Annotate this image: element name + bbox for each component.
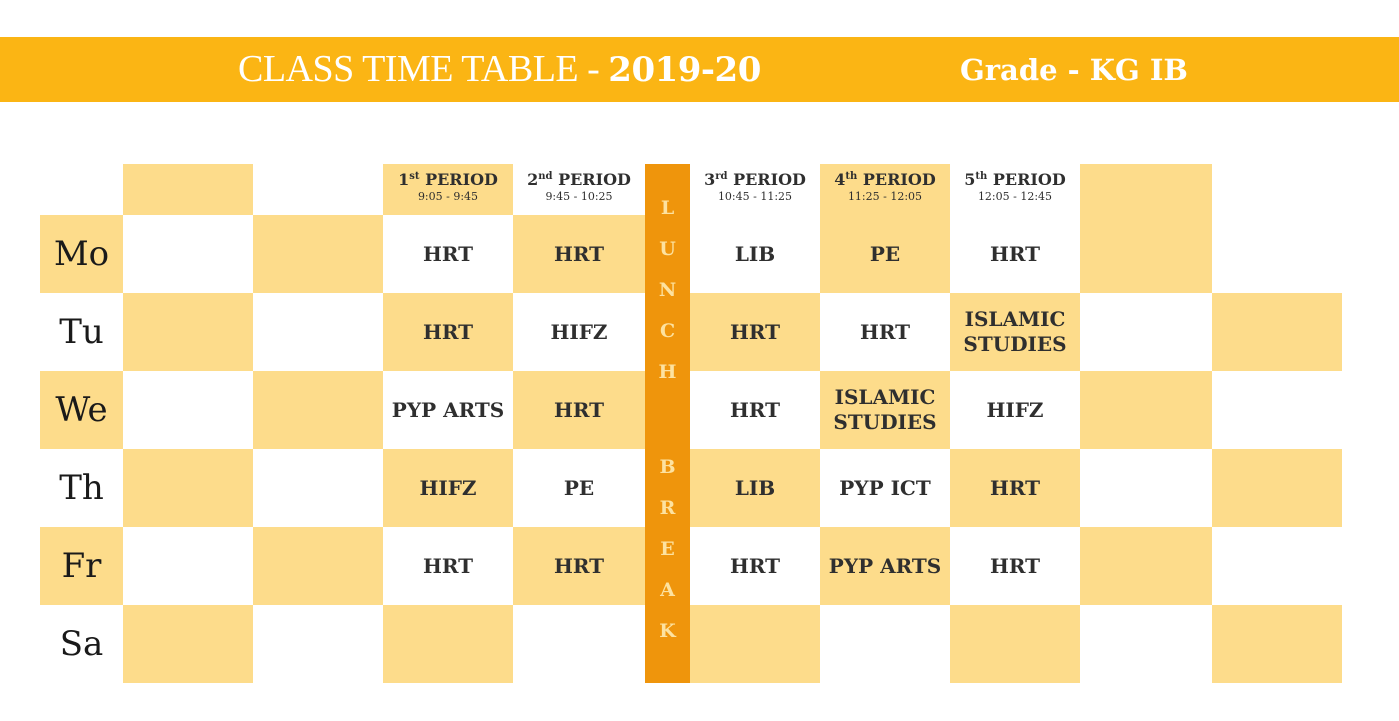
subject-cell: PYP ARTS	[391, 397, 505, 422]
day-label: Sa	[59, 624, 104, 664]
period-time: 11:25 - 12:05	[847, 190, 923, 203]
subject-cell: HRT	[422, 553, 474, 578]
period-time: 9:05 - 9:45	[417, 190, 479, 203]
day-label: Fr	[40, 527, 123, 605]
lunch-letter: E	[660, 538, 675, 560]
empty-cell	[123, 371, 253, 449]
subject-cell: HRT	[383, 293, 513, 371]
day-label: We	[40, 371, 123, 449]
subject-cell: HIFZ	[383, 449, 513, 527]
period-header	[383, 164, 513, 215]
period-label	[950, 164, 1080, 190]
page-title	[238, 49, 761, 90]
period-word: PERIOD	[552, 170, 631, 189]
year-text: 2019-20	[608, 50, 761, 90]
subject-cell	[820, 605, 950, 683]
empty-cell	[1212, 215, 1342, 293]
period-time: 10:45 - 11:25	[717, 190, 793, 203]
day-label: Mo	[40, 215, 123, 293]
empty-cell	[123, 215, 253, 293]
empty-cell	[1080, 605, 1212, 683]
empty-cell	[1080, 293, 1212, 371]
day-label: Th	[59, 468, 104, 508]
subject-cell: HRT	[989, 553, 1041, 578]
lunch-word	[645, 188, 690, 393]
period-word: PERIOD	[727, 170, 806, 189]
period-time: 9:45 - 10:25	[545, 190, 613, 203]
period-label	[820, 164, 950, 190]
empty-cell	[253, 527, 383, 605]
period-header	[820, 164, 950, 215]
lunch-letter: B	[659, 456, 676, 478]
subject-cell	[690, 605, 820, 683]
empty-cell	[1080, 371, 1212, 449]
empty-cell	[1080, 527, 1212, 605]
period-label	[690, 164, 820, 190]
subject-cell	[513, 605, 645, 683]
break-word	[645, 447, 690, 652]
empty-cell	[123, 527, 253, 605]
empty-cell	[253, 605, 383, 683]
lunch-break-column	[645, 164, 690, 683]
empty-cell	[253, 215, 383, 293]
empty-cell	[123, 293, 253, 371]
grade-label: Grade - KG IB	[960, 53, 1188, 87]
empty-cell	[1080, 215, 1212, 293]
period-suffix: rd	[715, 171, 728, 182]
period-word: PERIOD	[857, 170, 936, 189]
period-header	[950, 164, 1080, 215]
subject-cell: LIB	[690, 449, 820, 527]
period-number: 4	[834, 170, 846, 189]
subject-cell: ISLAMIC STUDIES	[820, 371, 950, 449]
empty-cell	[1080, 449, 1212, 527]
lunch-letter: C	[659, 320, 676, 342]
subject-cell: HIFZ	[986, 397, 1044, 422]
period-number: 2	[527, 170, 539, 189]
period-number: 1	[398, 170, 410, 189]
lunch-letter: L	[660, 197, 675, 219]
subject-cell: PE	[820, 215, 950, 293]
subject-cell: HRT	[729, 553, 781, 578]
empty-cell	[1212, 449, 1342, 527]
subject-cell: ISLAMIC STUDIES	[950, 293, 1080, 371]
empty-cell	[123, 605, 253, 683]
period-word: PERIOD	[419, 170, 498, 189]
subject-cell: HRT	[950, 449, 1080, 527]
title-banner	[0, 37, 1399, 102]
period-suffix: nd	[538, 171, 553, 182]
empty-cell	[1212, 527, 1342, 605]
empty-cell	[1212, 605, 1342, 683]
title-text: CLASS TIME TABLE -	[238, 48, 609, 90]
period-word: PERIOD	[987, 170, 1066, 189]
subject-cell: HRT	[729, 397, 781, 422]
period-number: 5	[964, 170, 976, 189]
subject-cell: HRT	[690, 293, 820, 371]
header-cell	[123, 164, 253, 215]
header-cell	[1080, 164, 1212, 215]
period-label	[383, 164, 513, 190]
lunch-letter: H	[658, 361, 677, 383]
period-number: 3	[704, 170, 716, 189]
period-suffix: th	[845, 171, 858, 182]
subject-cell: HIFZ	[550, 319, 608, 344]
period-time: 12:05 - 12:45	[977, 190, 1053, 203]
subject-cell: HRT	[513, 371, 645, 449]
subject-cell: HRT	[422, 241, 474, 266]
period-suffix: st	[409, 171, 420, 182]
period-header	[513, 164, 645, 215]
subject-cell	[383, 605, 513, 683]
empty-cell	[123, 449, 253, 527]
period-suffix: th	[975, 171, 988, 182]
empty-cell	[253, 293, 383, 371]
subject-cell: HRT	[989, 241, 1041, 266]
subject-cell: PE	[563, 475, 595, 500]
subject-cell: HRT	[513, 215, 645, 293]
empty-cell	[1212, 371, 1342, 449]
subject-cell: LIB	[734, 241, 776, 266]
period-header	[690, 164, 820, 215]
empty-cell	[1212, 293, 1342, 371]
lunch-letter: K	[659, 620, 676, 642]
subject-cell	[950, 605, 1080, 683]
day-label: Tu	[59, 312, 104, 352]
subject-cell: PYP ICT	[839, 475, 931, 500]
subject-cell: PYP ARTS	[820, 527, 950, 605]
lunch-letter: A	[660, 579, 675, 601]
empty-cell	[253, 449, 383, 527]
subject-cell: HRT	[859, 319, 911, 344]
period-label	[513, 164, 645, 190]
lunch-letter: R	[659, 497, 676, 519]
subject-cell: HRT	[513, 527, 645, 605]
empty-cell	[253, 371, 383, 449]
lunch-letter: N	[658, 279, 677, 301]
lunch-letter: U	[659, 238, 676, 260]
